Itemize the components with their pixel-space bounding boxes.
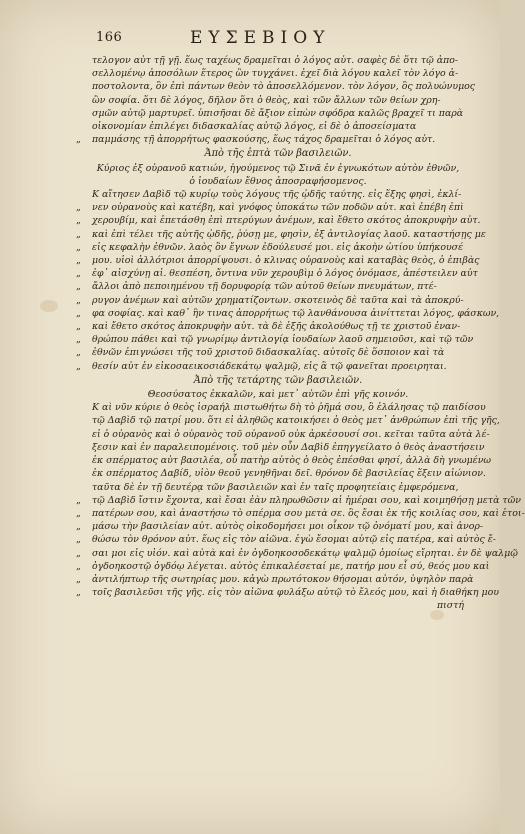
body-text	[76, 54, 525, 613]
quote-mark-icon: „	[76, 215, 81, 227]
text-line: καὶ ἐπὶ τέλει τῆς αὐτῆς ᾠδῆς, ῥύσῃ με, φησὶν, ἐξ ἀντιλογίας λαοῦ. καταστήσῃς με „	[76, 228, 486, 240]
quote-mark-icon: „	[76, 507, 81, 519]
running-head: ΕΥΣΕΒΙΟΥ	[190, 28, 331, 48]
text-line: Κ αὶ νῦν κύριε ὁ θεὸς ἰσραήλ πιστωθήτω δὴ τὸ ῥῆμά σου, ὃ ἐλάλησας τῷ παιδίσου	[92, 402, 486, 414]
text-line: μου. υἱοὶ ἀλλότριοι ἀπορρίψουσι. ὁ κλινας οὐρανοὺς καὶ καταβὰς θεὸς, ὁ ἐπιβὰς „	[76, 255, 480, 267]
quote-mark-icon: „	[76, 134, 81, 146]
text-line: ὢν σοφία. ὅτι δὲ λόγος, δῆλον ὅτι ὁ θεὸς, καὶ τῶν ἄλλων τῶν θείων χρη-	[92, 94, 441, 106]
text-line: ἐκ σπέρματος αὐτ βασιλέα, οὗ πατὴρ αὐτὸς ὁ θεὸς ἐπέσθαι φησί, ἀλλὰ δὴ γνωμένω	[92, 455, 492, 467]
text-line: ἐφ᾽ αἰσχύνῃ αἰ. θεσπέση, ὄντινα νῦν χερουβὶμ ὁ λόγος ὀνόμασε, ἀπέστειλεν αὐτ „	[76, 268, 478, 280]
text-line: χερουβίμ, καὶ ἐπετάσθη ἐπὶ πτερύγων ἀνέμων, καὶ ἔθετο σκότος ἀποκρυφὴν αὐτ. „	[76, 215, 481, 227]
catchword: πιστή	[436, 600, 464, 612]
text-line: ταῦτα δὲ ἐν τῇ δευτέρᾳ τῶν βασιλειῶν καὶ ἐν ταῖς προφητείαις ἐμφερόμενα,	[92, 481, 459, 493]
paragraph-block	[76, 54, 476, 146]
section-intro	[92, 162, 464, 188]
quote-mark-icon: „	[76, 334, 81, 346]
text-line: Κ αἴτησεν Δαβὶδ τῷ κυρίῳ τοὺς λόγους τῆς ᾠδῆς ταύτης. εἰς ἕξης φησὶ, ἐκλί-	[92, 189, 462, 201]
text-line: θεσίν αὐτ ἐν εἰκοσαεικοσιάδεκάτῳ ψαλμῷ, εἰς ἃ τῷ φανεῖται προειρηται. „	[76, 360, 447, 372]
quote-mark-icon: „	[76, 534, 81, 546]
quote-mark-icon: „	[76, 268, 81, 280]
text-line: τῷ Δαβὶδ τῷ πατρί μου. ὅτι εἰ ἀληθῶς κατοικήσει ὁ θεὸς μετ᾽ ἀνθρώπων ἐπὶ τῆς γῆς,	[92, 415, 500, 427]
quote-mark-icon: „	[76, 573, 81, 585]
text-line: τελογον αὐτ τῇ γῇ. ἕως ταχέως δραμεῖται ὁ λόγος αὐτ. σαφὲς δὲ ὅτι τῷ ἀπο-	[92, 55, 459, 66]
quote-mark-icon: „	[76, 241, 81, 253]
text-line: νεν οὐρανοὺς καὶ κατέβη, καὶ γνόφος ὑποκάτω τῶν ποδῶν αὐτ. καὶ ἐπέβη ἐπὶ „	[76, 202, 464, 214]
text-line: θώσω τὸν θρόνον αὐτ. ἕως εἰς τὸν αἰῶνα. ἐγὼ ἔσομαι αὐτῷ εἰς πατέρα, καὶ αὐτὸς ἔ- „	[76, 534, 496, 546]
text-line: παμμάσης τῇ ἀπορρήτως φασκούσης, ἕως τάχος δραμεῖται ὁ λόγος αὐτ. „	[76, 134, 436, 146]
quote-mark-icon: „	[76, 347, 81, 359]
quote-mark-icon: „	[76, 281, 81, 293]
text-line: ξεσιν καὶ ἐν παραλειπομένοις. τοῦ μὲν οὖν Δαβὶδ ἐπηγγείλατο ὁ θεὸς ἀναστήσειν	[92, 441, 485, 453]
text-line: Κύριος ἐξ οὐρανοῦ κατιών, ἠγούμενος τῷ Σινᾶ ἐν ἐγνωκότων αὐτὸν ἐθνῶν,	[96, 162, 460, 174]
text-line: εἰ ὁ οὐρανὸς καὶ ὁ οὐρανὸς τοῦ οὐρανοῦ οὐκ ἀρκέσουσί σοι. κεῖται ταῦτα αὐτὰ λέ-	[92, 428, 490, 440]
quote-mark-icon: „	[76, 587, 81, 599]
text-line: φα σοφίας. καὶ καθ᾽ ἣν τινας ἀπορρήτως τῷ λανθάνουσα ἀινίττεται λόγος, φάσκων, „	[76, 307, 500, 319]
text-line: σελλομένῳ ἀποσόλων ἕτερος ὢν τυγχάνει. ἐχεῖ διὰ λόγου καλεῖ τὸν λόγο ἀ-	[92, 68, 459, 80]
section-intro: Θεοσύσατος ἐκκαλῶν, καὶ μετ᾽ αὐτῶν ἐπὶ γῆς κοινόν.	[147, 389, 409, 401]
quote-mark-icon: „	[76, 307, 81, 319]
paragraph-block	[76, 188, 500, 373]
text-line: μάσω τὴν βασιλείαν αὐτ. αὐτὸς οἰκοδομήσει μοι οἶκον τῷ ὀνόματί μου, καὶ ἀνορ- „	[76, 521, 484, 533]
quote-mark-icon: „	[76, 494, 81, 506]
text-line: ὁ ἰουδαίων ἔθνος ἀποσραφήσομενος.	[189, 175, 367, 187]
section-heading: Ἀπὸ τῆς τετάρτης τῶν βασιλειῶν.	[193, 374, 363, 386]
quote-mark-icon: „	[76, 228, 81, 240]
quote-mark-icon: „	[76, 360, 81, 372]
quote-mark-icon: „	[76, 560, 81, 572]
text-line: εἰς κεφαλὴν ἐθνῶν. λαὸς ὃν ἔγνων ἐδούλευσέ μοι. εἰς ἀκοὴν ὠτίου ὑπήκουσέ „	[76, 241, 464, 253]
text-line: ἄλλοι ἀπὸ πεποιημένου τῇ δορυφορίᾳ τῶν αὐτοῦ θείων πνευμάτων, πτέ- „	[76, 281, 437, 293]
text-line: θρώπου πάθει καὶ τῷ γνωρίμῳ ἀντιλογίᾳ ἰουδαίων λαοῦ σημειοῦσι, καὶ τῷ τῶν „	[76, 334, 474, 346]
text-line: ἀντιλήπτωρ τῆς σωτηρίας μου. κἀγὼ πρωτότοκον θήσομαι αὐτόν, ὑψηλὸν παρὰ „	[76, 573, 474, 585]
page-number: 166	[96, 30, 123, 45]
text-line: ποστολοντα, ὃν ἐπὶ πάντων θεὸν τὸ ἀποσελλόμενον. τὸν λόγον, ὃς πολυώνυμος	[92, 81, 476, 93]
quote-mark-icon: „	[76, 547, 81, 559]
paper-stain	[40, 300, 58, 312]
quote-mark-icon: „	[76, 294, 81, 306]
quote-mark-icon: „	[76, 202, 81, 214]
quote-mark-icon: „	[76, 321, 81, 333]
text-line: σμῶν αὐτῷ μαρτυρεῖ. ὑπισῆσαι δὲ ἄξιον εἰπὼν σφόδρα καλῶς βραχεῖ τι παρὰ	[92, 107, 464, 119]
text-line: σαι μοι εἰς υἱόν. καὶ αὐτὰ καὶ ἐν ὀγδοηκοσοδεκάτῳ ψαλμῷ ὁμοίως εἴρηται. ἐν δὲ ψαλμῷ „	[76, 547, 518, 559]
text-line: πατέρων σου, καὶ ἀναστήσω τὸ σπέρμα σου μετὰ σε. ὃς ἔσαι ἐκ τῆς κοιλίας σου, καὶ ἑτοι- „	[76, 507, 525, 519]
text-line: οἰκονομίαν ἐπιλέγει διδασκαλίας αὐτῷ λόγος, εἰ δὲ ὁ ἀποσείσματα	[92, 121, 417, 133]
text-line: τῷ Δαβὶδ ἴστιν ἔχοντα, καὶ ἔσαι ἐὰν πληρωθῶσιν αἱ ἡμέραι σου, καὶ κοιμηθήσῃ μετὰ τῶν „	[76, 494, 521, 506]
text-line: τοῖς βασιλεῦσι τῆς γῆς. εἰς τὸν αἰῶνα φυλάξω αὐτῷ τὸ ἔλεός μου, καὶ ἡ διαθήκη μου „	[76, 587, 499, 599]
text-line: ρυγον ἀνέμων καὶ αὐτῶν χρηματίζοντων. σκοτεινὸς δὲ ταῦτα καὶ τὰ ἀποκρύ- „	[76, 294, 464, 306]
text-line: καὶ ἔθετο σκότος ἀποκρυφὴν αὐτ. τὰ δὲ ἐξῆς ἀκολούθως τῇ τε χριστοῦ ἐναν- „	[76, 321, 461, 333]
text-line: ἐθνῶν ἐπιγνώσει τῆς τοῦ χριστοῦ διδασκαλίας. αὐτοῖς δὲ ὅσποιον καὶ τὰ „	[76, 347, 445, 359]
section-heading: Ἀπὸ τῆς ἑπτὰ τῶν βασιλειῶν.	[204, 148, 352, 160]
text-line: ὀγδοηκοστῷ ὀγδόῳ λέγεται. αὐτὸς ἐπικαλέσεταί με, πατήρ μου εἶ σύ, θεός μου καὶ „	[76, 560, 490, 572]
quote-mark-icon: „	[76, 255, 81, 267]
quote-mark-icon: „	[76, 521, 81, 533]
paragraph-block	[76, 401, 525, 599]
text-line: ἐκ σπέρματος Δαβίδ, υἱὸν θεοῦ γενηθῆναι δεῖ. θρόνον δὲ βασιλείας ἕξειν αἰώνιον.	[92, 468, 486, 480]
